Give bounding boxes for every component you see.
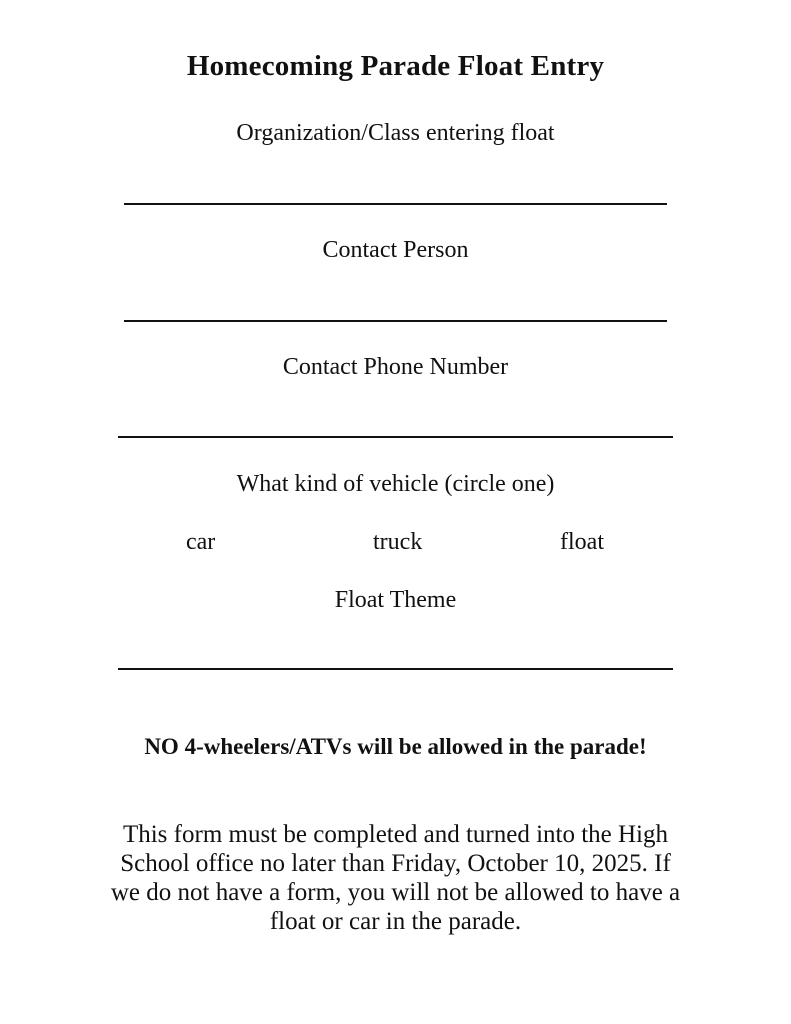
form-title: Homecoming Parade Float Entry	[186, 50, 605, 82]
contact-person-label: Contact Person	[322, 237, 469, 263]
organization-label: Organization/Class entering float	[236, 120, 555, 146]
contact-person-blank-line[interactable]	[124, 320, 667, 322]
vehicle-options	[0, 529, 791, 561]
deadline-notice: This form must be completed and turned into the High School office no later than Friday, October 10, 2025. If we do not have a form, you will not be allowed to have a float or car in the parade.	[110, 821, 681, 935]
vehicle-option-car[interactable]: car	[186, 529, 216, 555]
float-theme-label: Float Theme	[334, 587, 457, 613]
vehicle-option-truck[interactable]: truck	[373, 529, 423, 555]
vehicle-type-label: What kind of vehicle (circle one)	[236, 471, 555, 497]
float-theme-blank-line[interactable]	[118, 668, 673, 670]
contact-phone-blank-line[interactable]	[118, 436, 673, 438]
organization-blank-line[interactable]	[124, 203, 667, 205]
contact-phone-label: Contact Phone Number	[282, 354, 509, 380]
atv-warning: NO 4-wheelers/ATVs will be allowed in the parade!	[144, 734, 647, 759]
vehicle-option-float[interactable]: float	[560, 529, 604, 555]
